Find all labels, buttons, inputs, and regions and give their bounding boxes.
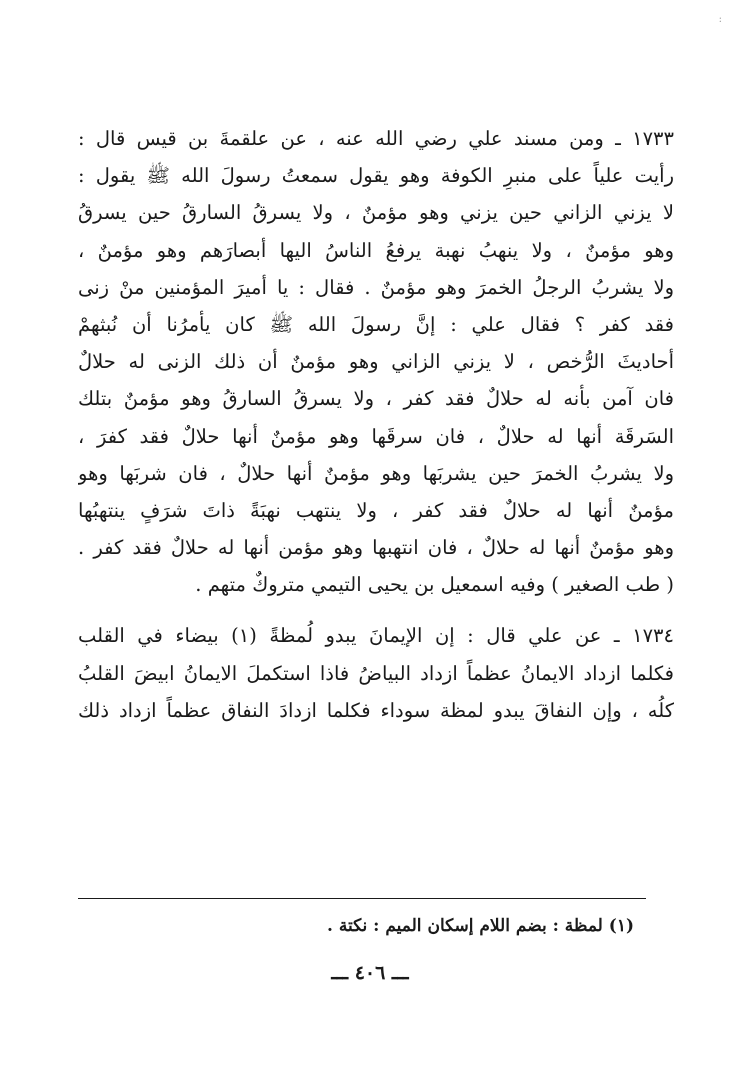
text-line: رأيت علياً على منبرِ الكوفة وهو يقول سمعتُ رسولَ الله ﷺ يقول : (78, 164, 674, 188)
text-line: كلُه ، وإن النفاقَ يبدو لمظة سوداء فكلما ازدادَ النفاق عظماً ازداد ذلك (78, 698, 674, 722)
paragraph-gap (78, 603, 674, 617)
text-line: ولا يشربُ الرجلُ الخمرَ وهو مؤمنٌ . فقال : يا أميرَ المؤمنين منْ زنى (78, 275, 674, 299)
page-number: ـــ ٤٠٦ ـــ (331, 962, 409, 984)
text-line: وهو مؤمنٌ أنها له حلالٌ ، فان انتهبها وهو مؤمن أنها له حلالٌ فقد كفر . (78, 536, 674, 560)
text-line: ١٧٣٣ ـ ومن مسند علي رضي الله عنه ، عن علقمةَ بن قيس قال : (78, 127, 674, 150)
text-line: أحاديثَ الرُّخص ، لا يزني الزاني وهو مؤمنٌ أن ذلك الزنى له حلالٌ (78, 350, 674, 374)
text-line: فان آمن بأنه له حلالٌ فقد كفر ، ولا يسرقُ السارقُ وهو مؤمنٌ بتلك (78, 387, 674, 411)
text-line: فكلما ازداد الايمانُ عظماً ازداد البياضُ فاذا استكملَ الايمانُ ابيضَ القلبُ (78, 661, 674, 685)
source-citation: ( طب الصغير ) وفيه اسمعيل بن يحيى التيمي متروكٌ متهم . (195, 573, 674, 597)
text-line: ١٧٣٤ ـ عن علي قال : إن الإيمانَ يبدو لُمظةً (١) بيضاء في القلب (78, 624, 674, 648)
corner-mark: : (718, 14, 722, 25)
hadith-1734 (78, 617, 674, 729)
text-line: لا يزني الزاني حين يزني وهو مؤمنٌ ، ولا يسرقُ السارقُ حين يسرقُ (78, 201, 674, 225)
text-line: ولا يشربُ الخمرَ حين يشربَها وهو مؤمنٌ أنها حلالٌ ، فان شربَها وهو (78, 461, 674, 485)
text-line: مؤمنٌ أنها له حلالٌ فقد كفر ، ولا ينتهب نهبَةً ذاتَ شرَفٍ ينتهبُها (78, 498, 674, 522)
page-body (78, 120, 674, 729)
text-line: وهو مؤمنٌ ، ولا ينهبُ نهبة يرفعُ الناسُ اليها أبصارَهم وهو مؤمنٌ ، (78, 238, 674, 262)
text-line: فقد كفر ؟ فقال علي : إنَّ رسولَ الله ﷺ كان يأمرُنا أن نُبثهمْ (78, 312, 674, 336)
hadith-1733 (78, 120, 674, 603)
footnote-divider (78, 898, 646, 899)
footnote: (١) لمظة : بضم اللام إسكان الميم : نكتة . (327, 916, 634, 936)
text-line: السَرقَة أنها له حلالٌ ، فان سرقَها وهو مؤمنٌ أنها حلالٌ فقد كفرَ ، (78, 424, 674, 448)
